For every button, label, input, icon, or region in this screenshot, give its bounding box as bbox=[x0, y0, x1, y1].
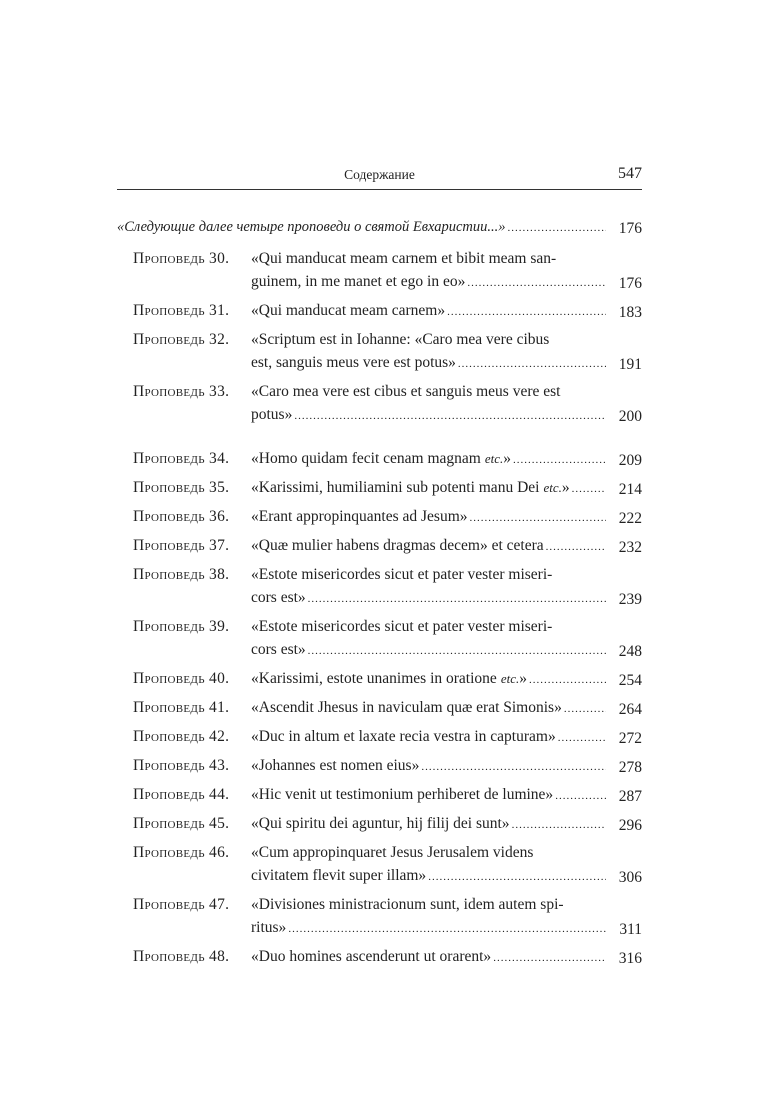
toc-entry-page: 200 bbox=[618, 408, 642, 425]
toc-entry-page: 248 bbox=[618, 643, 642, 660]
toc-entry-label: Проповедь 32. bbox=[133, 331, 230, 348]
toc-entry-title-line: «Duo homines ascenderunt ut orarent» bbox=[251, 948, 492, 965]
toc-entry-etc: etc. bbox=[543, 480, 562, 495]
leader-dots bbox=[512, 812, 606, 837]
toc-entry-label: Проповедь 30. bbox=[133, 250, 230, 267]
toc-entry-page: 254 bbox=[618, 672, 642, 689]
leader-dots bbox=[508, 216, 606, 240]
toc-entry-label: Проповедь 43. bbox=[133, 757, 230, 774]
toc-entry-title-line: «Divisiones ministracionum sunt, idem autem spi- bbox=[251, 896, 564, 913]
toc-entry-label: Проповедь 34. bbox=[133, 450, 230, 467]
toc-entry bbox=[117, 841, 642, 889]
leader-dots bbox=[447, 299, 606, 324]
toc-entry-label: Проповедь 38. bbox=[133, 566, 230, 583]
toc-entry-title-line: civitatem flevit super illam» bbox=[251, 867, 427, 884]
toc-entry-label: Проповедь 45. bbox=[133, 815, 230, 832]
toc-entry bbox=[117, 667, 642, 692]
toc-entry-label: Проповедь 41. bbox=[133, 699, 230, 716]
toc-entry-label: Проповедь 33. bbox=[133, 383, 230, 400]
leader-dots bbox=[470, 505, 606, 530]
toc-entry-closing-quote: » bbox=[503, 450, 511, 467]
toc-entry-page: 306 bbox=[618, 869, 642, 886]
toc-entry bbox=[117, 534, 642, 559]
toc-entry-title-line: «Caro mea vere est cibus et sanguis meus vere est bbox=[251, 383, 561, 400]
leader-dots bbox=[513, 447, 606, 472]
toc-entry-label: Проповедь 48. bbox=[133, 948, 230, 965]
toc-entry-title-line: «Duc in altum et laxate recia vestra in capturam» bbox=[251, 728, 556, 745]
toc-entry-title-line: guinem, in me manet et ego in eo» bbox=[251, 273, 466, 290]
running-head-title: Содержание bbox=[344, 167, 415, 182]
toc-entry-page: 176 bbox=[618, 275, 642, 292]
leader-dots bbox=[572, 476, 606, 501]
toc-entry-title-line: «Ascendit Jhesus in naviculam quæ erat Simonis» bbox=[251, 699, 562, 716]
toc-entry-label: Проповедь 39. bbox=[133, 618, 230, 635]
leader-dots bbox=[308, 638, 606, 663]
toc-entry-title-line: «Karissimi, estote unanimes in oratione bbox=[251, 670, 497, 687]
toc-entry-label: Проповедь 44. bbox=[133, 786, 230, 803]
toc-entry-title-line: «Estote misericordes sicut et pater vester miseri- bbox=[251, 566, 553, 583]
toc-entry-title-line: ritus» bbox=[251, 919, 287, 936]
toc-entry bbox=[117, 299, 642, 324]
toc-entry-page: 191 bbox=[618, 356, 642, 373]
toc-entry-label: Проповедь 35. bbox=[133, 479, 230, 496]
toc-entry-page: 222 bbox=[618, 510, 642, 527]
toc-entry-title-line: «Qui spiritu dei aguntur, hij filij dei sunt» bbox=[251, 815, 510, 832]
toc-entry-page: 232 bbox=[618, 539, 642, 556]
toc-entry bbox=[117, 783, 642, 808]
leader-dots bbox=[421, 754, 606, 779]
toc-entry bbox=[117, 615, 642, 663]
page-number: 547 bbox=[618, 165, 642, 182]
toc-entry-title-line: potus» bbox=[251, 406, 293, 423]
toc-entry-page: 209 bbox=[618, 452, 642, 469]
toc-entry-page: 239 bbox=[618, 591, 642, 608]
toc-entry-page: 264 bbox=[618, 701, 642, 718]
toc-entry bbox=[117, 563, 642, 611]
toc-entry-title-line: «Estote misericordes sicut et pater vester miseri- bbox=[251, 618, 553, 635]
toc-entry-label: Проповедь 36. bbox=[133, 508, 230, 525]
toc-entry-page: 183 bbox=[618, 304, 642, 321]
toc-entry bbox=[117, 476, 642, 501]
toc-entry-title-line: «Karissimi, humiliamini sub potenti manu Dei bbox=[251, 479, 540, 496]
toc-entry-title-line: «Erant appropinquantes ad Jesum» bbox=[251, 508, 468, 525]
toc-entry bbox=[117, 380, 642, 428]
book-page bbox=[117, 165, 642, 974]
leader-dots bbox=[558, 725, 606, 750]
leader-dots bbox=[529, 667, 606, 692]
toc-entry-title-line: «Hic venit ut testimonium perhiberet de lumine» bbox=[251, 786, 554, 803]
toc-intro-text: «Следующие далее четыре проповеди о святой Евхаристии...» bbox=[117, 219, 506, 235]
toc-entry bbox=[117, 812, 642, 837]
toc-entry bbox=[117, 328, 642, 376]
toc-entry-etc: etc. bbox=[484, 451, 504, 466]
toc-entry-title-line: «Scriptum est in Iohanne: «Caro mea vere cibus bbox=[251, 331, 550, 348]
toc-entry-label: Проповедь 47. bbox=[133, 896, 230, 913]
toc-entry bbox=[117, 754, 642, 779]
leader-dots bbox=[428, 864, 606, 889]
toc-entry-title-line: cors est» bbox=[251, 641, 306, 658]
running-head bbox=[117, 165, 642, 190]
toc-entry bbox=[117, 945, 642, 970]
toc-entry-title-line: «Homo quidam fecit cenam magnam bbox=[251, 450, 481, 467]
toc-entry-label: Проповедь 37. bbox=[133, 537, 230, 554]
toc-intro-page: 176 bbox=[618, 220, 642, 237]
toc-entry bbox=[117, 447, 642, 472]
toc-entry-page: 214 bbox=[618, 481, 642, 498]
toc-entry-title-line: «Qui manducat meam carnem et bibit meam san- bbox=[251, 250, 557, 267]
leader-dots bbox=[546, 534, 606, 559]
toc-entry bbox=[117, 725, 642, 750]
toc-entry bbox=[117, 893, 642, 941]
toc-intro-entry bbox=[117, 216, 642, 240]
toc-entry-label: Проповедь 46. bbox=[133, 844, 230, 861]
toc-entry-page: 311 bbox=[619, 921, 642, 938]
leader-dots bbox=[294, 403, 606, 428]
toc-entry-title-line: cors est» bbox=[251, 589, 306, 606]
toc-entry-closing-quote: » bbox=[561, 479, 570, 496]
toc-entry bbox=[117, 505, 642, 530]
toc-entry bbox=[117, 696, 642, 721]
toc-entry-title-line: «Qui manducat meam carnem» bbox=[251, 302, 446, 319]
leader-dots bbox=[555, 783, 606, 808]
table-of-contents bbox=[117, 216, 642, 970]
leader-dots bbox=[458, 351, 606, 376]
toc-entry-label: Проповедь 31. bbox=[133, 302, 230, 319]
leader-dots bbox=[564, 696, 606, 721]
leader-dots bbox=[308, 586, 606, 611]
toc-entry-etc: etc. bbox=[500, 671, 520, 686]
toc-entry-title-line: «Cum appropinquaret Jesus Jerusalem videns bbox=[251, 844, 534, 861]
toc-entry-page: 278 bbox=[618, 759, 642, 776]
toc-entry-page: 316 bbox=[618, 950, 642, 967]
leader-dots bbox=[467, 270, 606, 295]
toc-entry bbox=[117, 247, 642, 295]
toc-entry-label: Проповедь 42. bbox=[133, 728, 230, 745]
toc-entry-page: 272 bbox=[618, 730, 642, 747]
toc-entry-title-line: «Johannes est nomen eius» bbox=[251, 757, 420, 774]
toc-entry-page: 287 bbox=[618, 788, 642, 805]
toc-entry-closing-quote: » bbox=[519, 670, 527, 687]
leader-dots bbox=[288, 916, 606, 941]
toc-entry-title-line: «Quæ mulier habens dragmas decem» et cetera bbox=[251, 537, 544, 554]
toc-entry-title-line: est, sanguis meus vere est potus» bbox=[251, 354, 456, 371]
toc-entry-label: Проповедь 40. bbox=[133, 670, 230, 687]
toc-entry-page: 296 bbox=[618, 817, 642, 834]
leader-dots bbox=[493, 945, 606, 970]
